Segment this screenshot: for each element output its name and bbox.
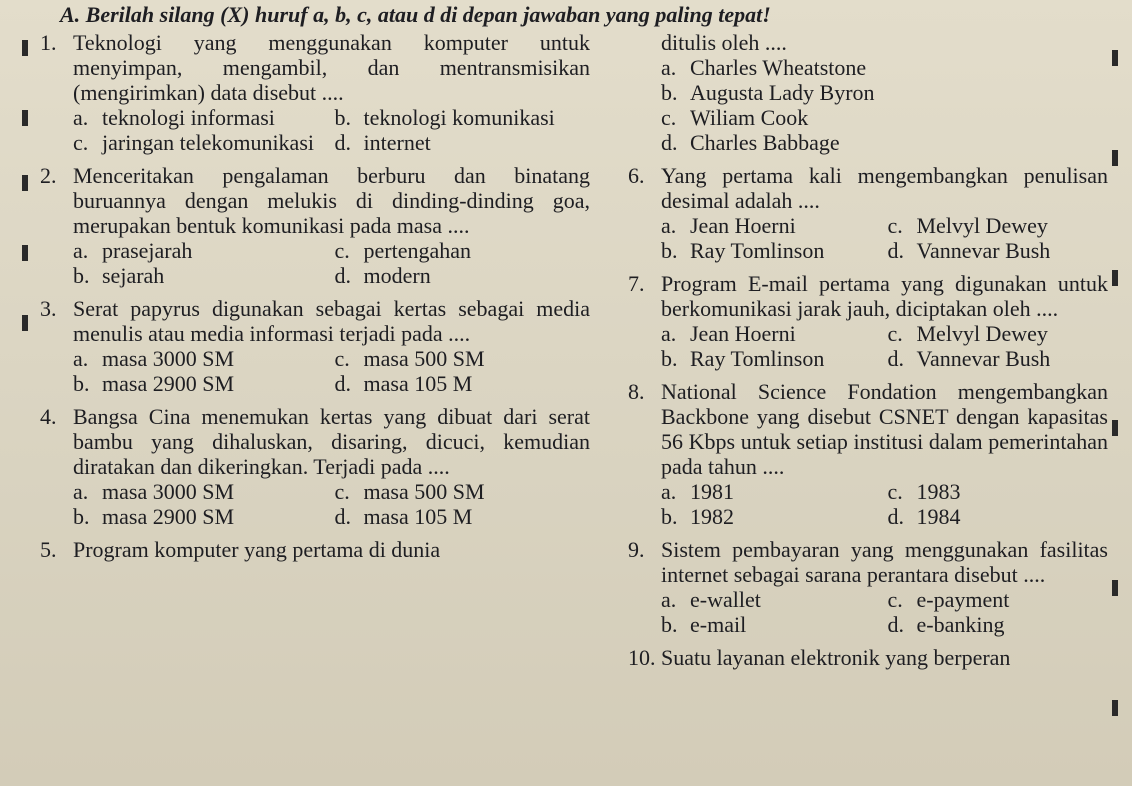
option-text: teknologi informasi bbox=[102, 105, 275, 130]
option-letter: d. bbox=[887, 346, 904, 371]
option-letter: d. bbox=[887, 238, 904, 263]
question-item bbox=[628, 379, 1108, 529]
question-item bbox=[40, 404, 590, 529]
option-text: 1982 bbox=[690, 504, 734, 529]
question-item bbox=[40, 537, 590, 562]
binding-mark bbox=[1112, 270, 1118, 286]
option-text: Charles Wheatstone bbox=[690, 55, 867, 80]
binding-mark bbox=[22, 315, 28, 331]
option-text: modern bbox=[363, 263, 431, 288]
option-letter: b. bbox=[73, 371, 90, 396]
option-letter: a. bbox=[661, 587, 677, 612]
binding-mark bbox=[1112, 580, 1118, 596]
answer-option[interactable] bbox=[335, 479, 591, 504]
option-text: masa 2900 SM bbox=[102, 504, 234, 529]
option-letter: b. bbox=[661, 238, 678, 263]
option-letter: c. bbox=[887, 213, 903, 238]
answer-option[interactable] bbox=[888, 587, 1109, 612]
option-letter: b. bbox=[661, 612, 678, 637]
answer-options bbox=[661, 213, 1108, 263]
right-column bbox=[628, 30, 1108, 678]
answer-options bbox=[661, 479, 1108, 529]
question-item bbox=[628, 30, 1108, 155]
answer-option[interactable] bbox=[661, 80, 1108, 105]
option-letter: b. bbox=[661, 504, 678, 529]
answer-option[interactable] bbox=[335, 238, 591, 263]
answer-option[interactable] bbox=[335, 130, 591, 155]
option-letter: a. bbox=[73, 105, 89, 130]
question-number: 8. bbox=[628, 379, 645, 404]
question-number: 2. bbox=[40, 163, 57, 188]
option-letter: d. bbox=[334, 504, 351, 529]
option-text: 1981 bbox=[690, 479, 734, 504]
question-item bbox=[40, 296, 590, 396]
binding-mark bbox=[22, 175, 28, 191]
answer-options bbox=[73, 346, 590, 396]
option-text: teknologi komunikasi bbox=[363, 105, 555, 130]
answer-option[interactable] bbox=[661, 504, 882, 529]
option-letter: a. bbox=[661, 213, 677, 238]
answer-option[interactable] bbox=[73, 238, 329, 263]
answer-option[interactable] bbox=[73, 371, 329, 396]
answer-option[interactable] bbox=[335, 263, 591, 288]
answer-options bbox=[661, 587, 1108, 637]
question-number bbox=[628, 30, 661, 55]
answer-option[interactable] bbox=[661, 238, 882, 263]
option-text: 1984 bbox=[916, 504, 961, 529]
option-letter: c. bbox=[887, 587, 903, 612]
option-text: internet bbox=[363, 130, 431, 155]
answer-option[interactable] bbox=[888, 213, 1109, 238]
question-number: 10. bbox=[628, 645, 656, 670]
option-letter: d. bbox=[887, 612, 904, 637]
option-letter: b. bbox=[73, 263, 90, 288]
question-stem: Sistem pembayaran yang menggunakan fasilitas internet sebagai sarana perantara disebut .... bbox=[661, 537, 1108, 587]
option-text: Ray Tomlinson bbox=[690, 238, 825, 263]
option-letter: d. bbox=[334, 130, 351, 155]
answer-option[interactable] bbox=[888, 238, 1109, 263]
question-stem: Program E-mail pertama yang digunakan untuk berkomunikasi jarak jauh, diciptakan oleh .... bbox=[661, 271, 1108, 321]
option-letter: b. bbox=[334, 105, 351, 130]
binding-mark bbox=[1112, 420, 1118, 436]
question-stem: Suatu layanan elektronik yang berperan bbox=[661, 645, 1011, 670]
binding-mark bbox=[22, 245, 28, 261]
answer-option[interactable] bbox=[335, 371, 591, 396]
answer-options bbox=[73, 105, 590, 155]
answer-options bbox=[73, 238, 590, 288]
answer-option[interactable] bbox=[73, 130, 329, 155]
option-text: Jean Hoerni bbox=[690, 213, 796, 238]
answer-option[interactable] bbox=[335, 504, 591, 529]
binding-mark bbox=[22, 110, 28, 126]
answer-option[interactable] bbox=[661, 321, 882, 346]
answer-option[interactable] bbox=[661, 55, 1108, 80]
question-number: 4. bbox=[40, 404, 57, 429]
option-text: masa 3000 SM bbox=[102, 479, 234, 504]
option-text: prasejarah bbox=[102, 238, 193, 263]
option-text: Wiliam Cook bbox=[690, 105, 809, 130]
option-text: Vannevar Bush bbox=[916, 238, 1051, 263]
question-item bbox=[40, 163, 590, 288]
option-text: masa 500 SM bbox=[363, 479, 485, 504]
option-letter: a. bbox=[661, 321, 677, 346]
option-letter: a. bbox=[73, 346, 89, 371]
question-item bbox=[628, 645, 1108, 670]
binding-mark bbox=[1112, 700, 1118, 716]
question-number: 9. bbox=[628, 537, 645, 562]
answer-option[interactable] bbox=[661, 479, 882, 504]
option-letter: c. bbox=[73, 130, 89, 155]
question-stem: Serat papyrus digunakan sebagai kertas sebagai media menulis atau media informasi terjadi pada .... bbox=[73, 296, 590, 346]
question-number: 3. bbox=[40, 296, 57, 321]
option-letter: c. bbox=[334, 238, 350, 263]
option-letter: a. bbox=[661, 479, 677, 504]
question-item bbox=[628, 271, 1108, 371]
answer-option[interactable] bbox=[73, 346, 329, 371]
option-text: Jean Hoerni bbox=[690, 321, 796, 346]
option-letter: c. bbox=[334, 479, 350, 504]
answer-option[interactable] bbox=[888, 504, 1109, 529]
answer-option[interactable] bbox=[335, 105, 591, 130]
question-stem: Program komputer yang pertama di dunia bbox=[73, 537, 441, 562]
option-letter: a. bbox=[73, 479, 89, 504]
option-letter: a. bbox=[73, 238, 89, 263]
option-letter: c. bbox=[334, 346, 350, 371]
option-text: 1983 bbox=[916, 479, 961, 504]
option-text: pertengahan bbox=[363, 238, 471, 263]
option-text: Melvyl Dewey bbox=[916, 213, 1048, 238]
option-text: Melvyl Dewey bbox=[916, 321, 1048, 346]
option-text: e-mail bbox=[690, 612, 747, 637]
answer-options bbox=[73, 479, 590, 529]
answer-option[interactable] bbox=[661, 130, 1108, 155]
answer-option[interactable] bbox=[73, 479, 329, 504]
section-instruction: A. Berilah silang (X) huruf a, b, c, atau d di depan jawaban yang paling tepat! bbox=[60, 2, 771, 27]
option-text: masa 500 SM bbox=[363, 346, 485, 371]
answer-option[interactable] bbox=[661, 346, 882, 371]
question-stem: Menceritakan pengalaman berburu dan binatang buruannya dengan melukis di dinding-dinding goa, merupakan bentuk komunikasi pada masa .... bbox=[73, 163, 590, 238]
answer-option[interactable] bbox=[73, 263, 329, 288]
option-text: Charles Babbage bbox=[690, 130, 840, 155]
option-letter: a. bbox=[661, 55, 677, 80]
option-text: masa 2900 SM bbox=[102, 371, 234, 396]
answer-option[interactable] bbox=[661, 213, 882, 238]
option-letter: c. bbox=[887, 321, 903, 346]
answer-option[interactable] bbox=[888, 321, 1109, 346]
option-letter: d. bbox=[334, 263, 351, 288]
question-number: 7. bbox=[628, 271, 645, 296]
question-stem: Bangsa Cina menemukan kertas yang dibuat dari serat bambu yang dihaluskan, disaring, dicuci, kemudian diratakan dan dikeringkan. Terjadi pada .... bbox=[73, 404, 590, 479]
binding-mark bbox=[22, 40, 28, 56]
question-stem: Yang pertama kali mengembangkan penulisan desimal adalah .... bbox=[661, 163, 1108, 213]
option-letter: b. bbox=[73, 504, 90, 529]
option-letter: b. bbox=[661, 80, 678, 105]
option-text: masa 105 M bbox=[363, 504, 473, 529]
option-letter: d. bbox=[887, 504, 904, 529]
question-item bbox=[628, 163, 1108, 263]
option-letter: c. bbox=[661, 105, 677, 130]
binding-mark bbox=[1112, 50, 1118, 66]
question-number: 1. bbox=[40, 30, 57, 55]
answer-option[interactable] bbox=[888, 612, 1109, 637]
answer-option[interactable] bbox=[73, 504, 329, 529]
option-text: Augusta Lady Byron bbox=[690, 80, 875, 105]
option-text: e-wallet bbox=[690, 587, 761, 612]
option-text: sejarah bbox=[102, 263, 165, 288]
answer-options bbox=[661, 55, 1108, 155]
option-text: e-payment bbox=[916, 587, 1010, 612]
question-item bbox=[628, 537, 1108, 637]
question-stem: Teknologi yang menggunakan komputer untuk menyimpan, mengambil, dan mentransmisikan (mengirimkan) data disebut .... bbox=[73, 30, 590, 105]
answer-option[interactable] bbox=[888, 346, 1109, 371]
answer-option[interactable] bbox=[661, 105, 1108, 130]
option-text: jaringan telekomunikasi bbox=[102, 130, 314, 155]
question-stem: National Science Fondation mengembangkan Backbone yang disebut CSNET dengan kapasitas 56 Kbps untuk setiap institusi dalam pemerintahan pada tahun .... bbox=[661, 379, 1108, 479]
question-number: 6. bbox=[628, 163, 645, 188]
option-text: Ray Tomlinson bbox=[690, 346, 825, 371]
option-text: masa 3000 SM bbox=[102, 346, 234, 371]
answer-option[interactable] bbox=[335, 346, 591, 371]
answer-option[interactable] bbox=[661, 587, 882, 612]
option-letter: b. bbox=[661, 346, 678, 371]
option-letter: d. bbox=[661, 130, 678, 155]
answer-option[interactable] bbox=[73, 105, 329, 130]
answer-option[interactable] bbox=[661, 612, 882, 637]
question-number: 5. bbox=[40, 537, 57, 562]
question-item bbox=[40, 30, 590, 155]
option-letter: c. bbox=[887, 479, 903, 504]
answer-options bbox=[661, 321, 1108, 371]
option-text: e-banking bbox=[916, 612, 1005, 637]
binding-mark bbox=[1112, 150, 1118, 166]
option-letter: d. bbox=[334, 371, 351, 396]
question-stem: ditulis oleh .... bbox=[661, 30, 787, 55]
left-column bbox=[40, 30, 590, 570]
option-text: Vannevar Bush bbox=[916, 346, 1051, 371]
answer-option[interactable] bbox=[888, 479, 1109, 504]
option-text: masa 105 M bbox=[363, 371, 473, 396]
